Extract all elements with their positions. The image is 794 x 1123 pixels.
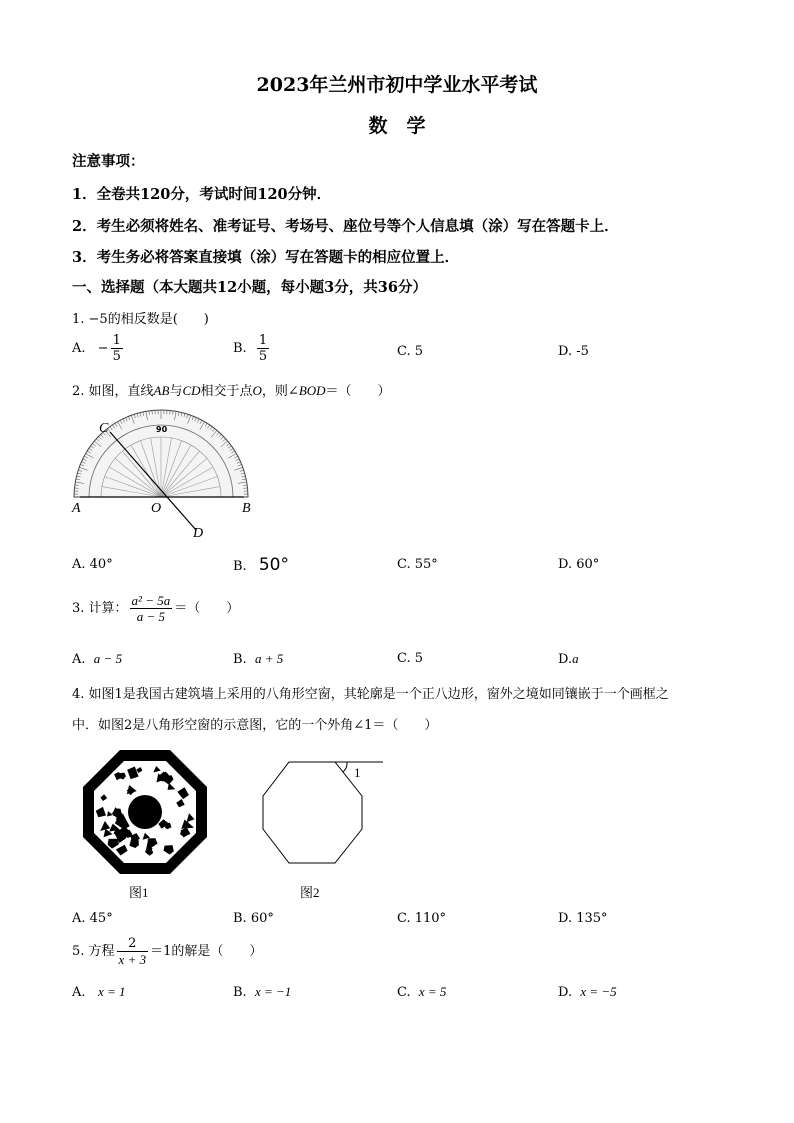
q5-denominator: x + 3	[118, 952, 147, 967]
q2-option-b-value: 50°	[258, 555, 289, 575]
q5-option-a-value: x = 1	[97, 984, 126, 999]
q2-mid1: 与	[169, 384, 183, 399]
label-b: B	[242, 501, 251, 516]
q2-mid2: 相交于点	[200, 384, 253, 399]
q4-option-d: D. 135°	[558, 911, 608, 926]
q1-b-numerator: 1	[258, 333, 268, 348]
octagon-schematic-figure	[263, 762, 383, 863]
fig2-caption: 图2	[300, 885, 320, 900]
label-o: O	[151, 501, 162, 516]
angle-label: 1	[354, 765, 361, 780]
q1-option-d: D. -5	[558, 344, 589, 359]
q2-option-d: D. 60°	[558, 557, 600, 572]
label-a: A	[72, 501, 81, 516]
q1-option-b-label: B.	[233, 341, 247, 356]
q1-option-c: C. 5	[397, 344, 424, 359]
notice-item-1: 1．全卷共120分，考试时间120分钟．	[72, 186, 332, 203]
q5-option-b-value: x = −1	[254, 984, 292, 999]
subject-title: 数 学	[368, 115, 426, 137]
window-center	[128, 795, 162, 829]
q5-option-a-label: A.	[72, 985, 86, 1000]
q1-option-a-sign: −	[97, 341, 109, 356]
notice-heading: 注意事项：	[72, 153, 145, 170]
exam-title: 2023年兰州市初中学业水平考试	[256, 74, 538, 96]
q3-option-d-value: a	[572, 651, 579, 666]
q3-option-a-label: A.	[72, 652, 86, 667]
q3-denominator: a − 5	[136, 609, 166, 624]
q4-stem-line1: 4. 如图1是我国古建筑墙上采用的八角形空窗，其轮廓是一个正八边形，窗外之境如同镶嵌于一个画框之	[72, 687, 669, 702]
q5-fraction	[117, 936, 149, 967]
q3-option-b-label: B.	[233, 652, 247, 667]
q5-option-c-value: x = 5	[418, 984, 447, 999]
q1-option-a-label: A.	[72, 341, 86, 356]
q3-option-a-value: a − 5	[93, 651, 123, 666]
label-c: C	[99, 421, 109, 436]
q4-stem-line2: 中．如图2是八角形空窗的示意图，它的一个外角∠1＝（ ）	[72, 718, 438, 733]
q5-option-d-value: x = −5	[580, 984, 617, 999]
q5-option-b-label: B.	[233, 985, 247, 1000]
notice-item-3: 3．考生务必将答案直接填（涂）写在答题卡的相应位置上．	[72, 249, 460, 266]
q2-option-b-label: B.	[233, 559, 247, 574]
q5-option-c-label: C.	[397, 985, 411, 1000]
q2-o: O	[252, 383, 262, 398]
angle-arc	[343, 762, 347, 772]
q2-cd: CD	[182, 383, 201, 398]
octagon-window-figure	[83, 750, 207, 874]
q2-mid3: ，则∠	[261, 384, 299, 399]
q5-option-c	[397, 984, 446, 1000]
q5-tail: ＝1的解是（ ）	[150, 944, 263, 959]
q3-numerator: a² − 5a	[131, 593, 171, 608]
q3-stem-label: 3. 计算：	[72, 601, 128, 616]
q5-option-b	[233, 984, 291, 1000]
q4-option-c: C. 110°	[397, 911, 447, 926]
q4-option-b: B. 60°	[233, 911, 274, 926]
q3-tail: ＝（ ）	[174, 601, 240, 616]
notice-item-2: 2．考生必须将姓名、准考证号、考场号、座位号等个人信息填（涂）写在答题卡上．	[72, 218, 619, 235]
section-heading: 一、选择题（本大题共12小题，每小题3分，共36分）	[72, 279, 427, 296]
q1-a-denominator: 5	[112, 349, 121, 364]
q1-stem: 1. −5的相反数是( )	[72, 312, 209, 327]
q2-stem-pre: 2. 如图，直线	[72, 384, 154, 399]
q5-option-a	[72, 984, 125, 1000]
q4-option-a: A. 45°	[72, 911, 113, 926]
fig1-caption: 图1	[129, 885, 149, 900]
octagon-outline	[263, 762, 362, 863]
q1-a-numerator: 1	[112, 333, 121, 348]
protractor-label-90: 90	[156, 425, 168, 434]
label-d: D	[193, 526, 204, 541]
q5-option-d	[558, 984, 617, 1000]
q2-option-c: C. 55°	[397, 557, 438, 572]
q1-b-denominator: 5	[258, 349, 268, 364]
q3-option-b-value: a + 5	[254, 651, 284, 666]
q2-tail: ＝（ ）	[325, 384, 391, 399]
q5-stem	[72, 936, 262, 967]
q2-bod: BOD	[298, 383, 326, 398]
q3-option-d-label: D.	[558, 652, 573, 667]
q3-option-c: C. 5	[397, 651, 424, 666]
q5-stem-label: 5. 方程	[72, 944, 115, 959]
q5-option-d-label: D.	[558, 985, 573, 1000]
q2-ab: AB	[153, 383, 170, 398]
q2-option-a: A. 40°	[72, 557, 113, 572]
q5-numerator: 2	[117, 936, 149, 952]
